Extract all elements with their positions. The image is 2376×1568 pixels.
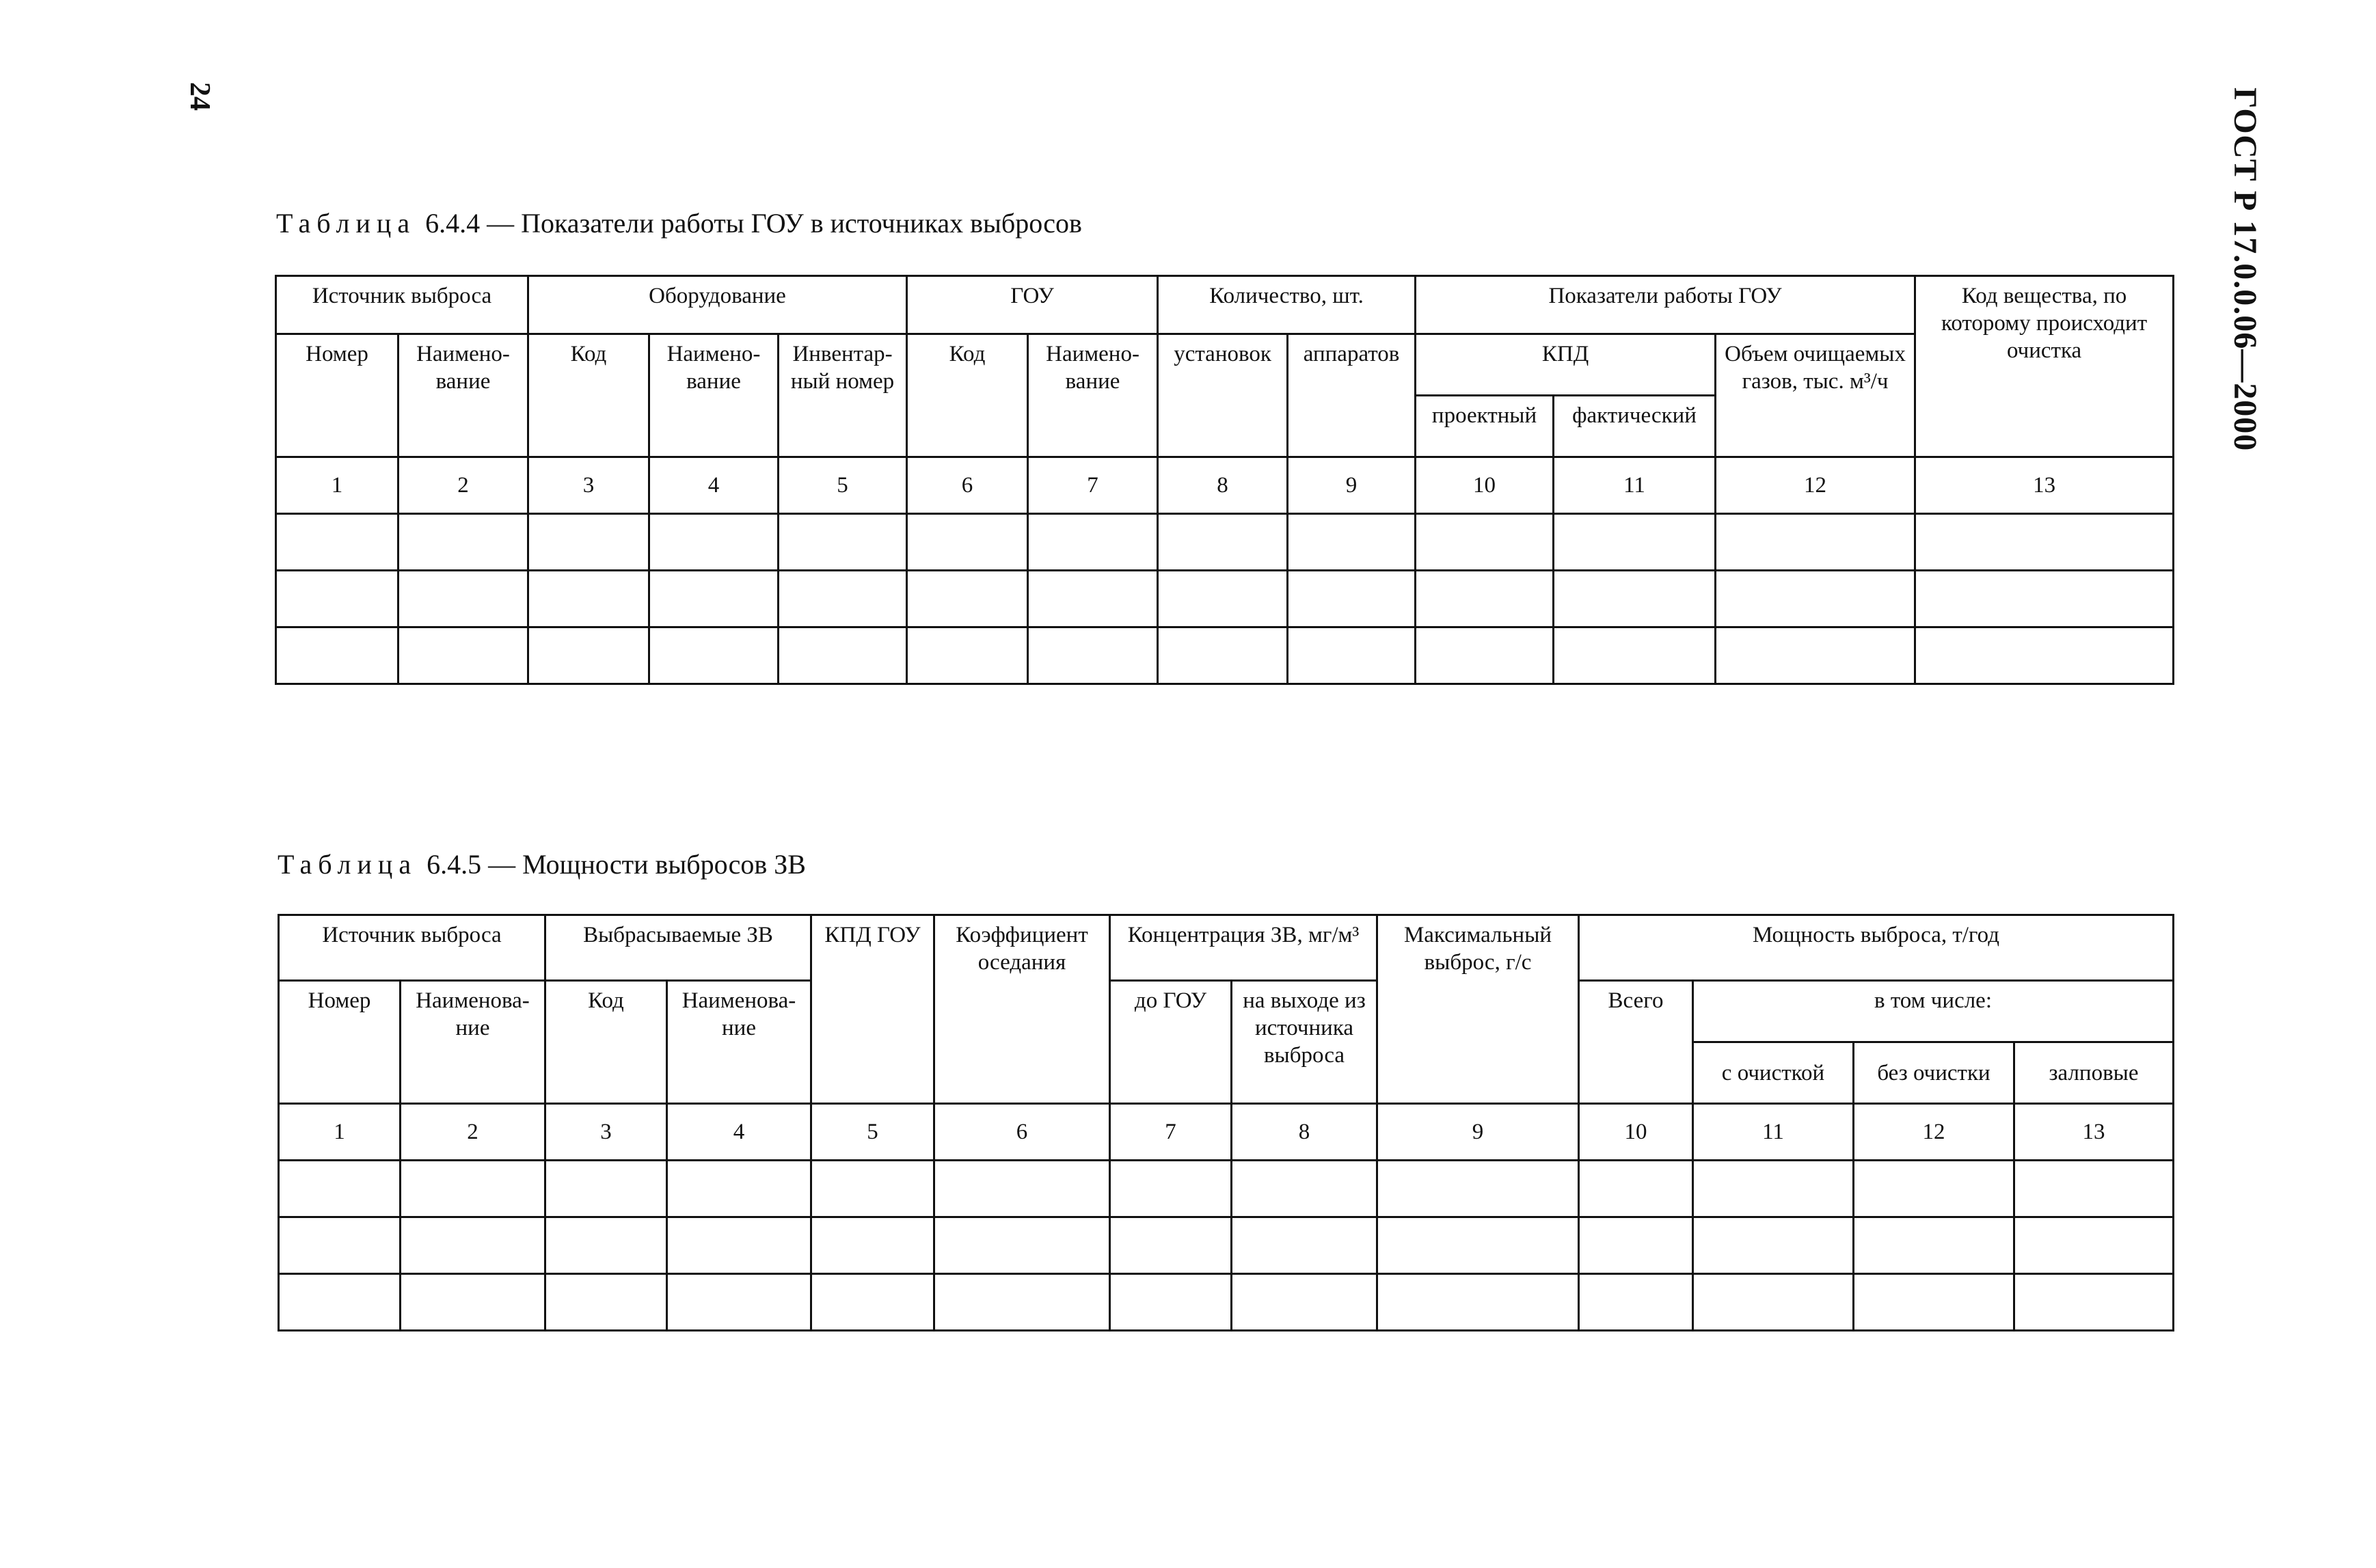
header-substance-code: Код вещества, по которому происходит очистка bbox=[1915, 276, 2174, 457]
header-pollutant-name: Наименова-ние bbox=[667, 981, 811, 1104]
column-number: 13 bbox=[2014, 1104, 2174, 1161]
header-concentration-before: до ГОУ bbox=[1110, 981, 1232, 1104]
column-number-row bbox=[279, 1104, 2174, 1161]
column-number: 3 bbox=[545, 1104, 667, 1161]
header-source-name: Наимено-вание bbox=[399, 334, 528, 457]
table-645 bbox=[278, 914, 2174, 1332]
header-source: Источник выброса bbox=[279, 915, 545, 981]
header-efficiency: КПД bbox=[1416, 334, 1716, 396]
table-644-caption-word: Таблица bbox=[276, 208, 416, 239]
table-row bbox=[279, 1161, 2174, 1217]
header-including: в том числе: bbox=[1693, 981, 2174, 1042]
column-number: 9 bbox=[1288, 457, 1416, 514]
column-number: 7 bbox=[1028, 457, 1158, 514]
header-pollutants: Выбрасываемые ЗВ bbox=[545, 915, 811, 981]
header-source-number: Номер bbox=[279, 981, 401, 1104]
column-number: 3 bbox=[528, 457, 649, 514]
header-gas-volume: Объем очищаемых газов, тыс. м³/ч bbox=[1716, 334, 1915, 457]
header-concentration-outlet: на выходе из источника выброса bbox=[1232, 981, 1377, 1104]
header-gou: ГОУ bbox=[907, 276, 1158, 334]
header-gou-code: Код bbox=[907, 334, 1028, 457]
standard-designation: ГОСТ Р 17.0.0.06—2000 bbox=[2227, 87, 2263, 452]
table-645-caption-word: Таблица bbox=[278, 849, 418, 880]
header-efficiency-design: проектный bbox=[1416, 396, 1554, 457]
table-row bbox=[276, 514, 2174, 571]
column-number: 9 bbox=[1377, 1104, 1579, 1161]
column-number: 2 bbox=[399, 457, 528, 514]
table-row bbox=[276, 571, 2174, 627]
header-equipment-name: Наимено-вание bbox=[649, 334, 779, 457]
header-quantity-installations: установок bbox=[1158, 334, 1288, 457]
header-total: Всего bbox=[1579, 981, 1693, 1104]
table-644 bbox=[275, 275, 2174, 685]
column-number: 11 bbox=[1554, 457, 1716, 514]
column-number: 1 bbox=[276, 457, 399, 514]
column-number: 10 bbox=[1416, 457, 1554, 514]
column-number: 6 bbox=[907, 457, 1028, 514]
column-number: 6 bbox=[934, 1104, 1110, 1161]
column-number: 7 bbox=[1110, 1104, 1232, 1161]
header-efficiency-actual: фактический bbox=[1554, 396, 1716, 457]
column-number: 12 bbox=[1854, 1104, 2014, 1161]
table-645-caption-text: 6.4.5 — Мощности выбросов ЗВ bbox=[427, 849, 806, 880]
column-number-row bbox=[276, 457, 2174, 514]
column-number: 5 bbox=[779, 457, 907, 514]
header-concentration: Концентрация ЗВ, мг/м³ bbox=[1110, 915, 1377, 981]
column-number: 12 bbox=[1716, 457, 1915, 514]
header-gou-name: Наимено-вание bbox=[1028, 334, 1158, 457]
column-number: 5 bbox=[811, 1104, 934, 1161]
header-performance: Показатели работы ГОУ bbox=[1416, 276, 1915, 334]
column-number: 11 bbox=[1693, 1104, 1854, 1161]
column-number: 8 bbox=[1232, 1104, 1377, 1161]
table-row bbox=[279, 1217, 2174, 1274]
header-quantity: Количество, шт. bbox=[1158, 276, 1416, 334]
header-max-emission: Максимальный выброс, г/с bbox=[1377, 915, 1579, 1104]
header-gou-efficiency: КПД ГОУ bbox=[811, 915, 934, 1104]
column-number: 13 bbox=[1915, 457, 2174, 514]
page-number: 24 bbox=[184, 82, 215, 111]
header-settling-coefficient: Коэффициент оседания bbox=[934, 915, 1110, 1104]
header-quantity-devices: аппаратов bbox=[1288, 334, 1416, 457]
header-without-cleaning: без очистки bbox=[1854, 1042, 2014, 1104]
column-number: 2 bbox=[401, 1104, 545, 1161]
table-644-caption-text: 6.4.4 — Показатели работы ГОУ в источниках выбросов bbox=[425, 208, 1082, 239]
header-emission-power: Мощность выброса, т/год bbox=[1579, 915, 2174, 981]
column-number: 4 bbox=[649, 457, 779, 514]
table-645-caption bbox=[278, 848, 806, 880]
column-number: 10 bbox=[1579, 1104, 1693, 1161]
header-with-cleaning: с очисткой bbox=[1693, 1042, 1854, 1104]
column-number: 1 bbox=[279, 1104, 401, 1161]
column-number: 4 bbox=[667, 1104, 811, 1161]
header-equipment-code: Код bbox=[528, 334, 649, 457]
header-equipment-inventory: Инвентар-ный номер bbox=[779, 334, 907, 457]
header-equipment: Оборудование bbox=[528, 276, 907, 334]
table-row bbox=[276, 627, 2174, 684]
header-pollutant-code: Код bbox=[545, 981, 667, 1104]
header-salvo: залповые bbox=[2014, 1042, 2174, 1104]
column-number: 8 bbox=[1158, 457, 1288, 514]
table-644-caption bbox=[276, 207, 1082, 239]
header-source-number: Номер bbox=[276, 334, 399, 457]
header-source: Источник выброса bbox=[276, 276, 528, 334]
header-source-name: Наименова-ние bbox=[401, 981, 545, 1104]
table-row bbox=[279, 1274, 2174, 1331]
